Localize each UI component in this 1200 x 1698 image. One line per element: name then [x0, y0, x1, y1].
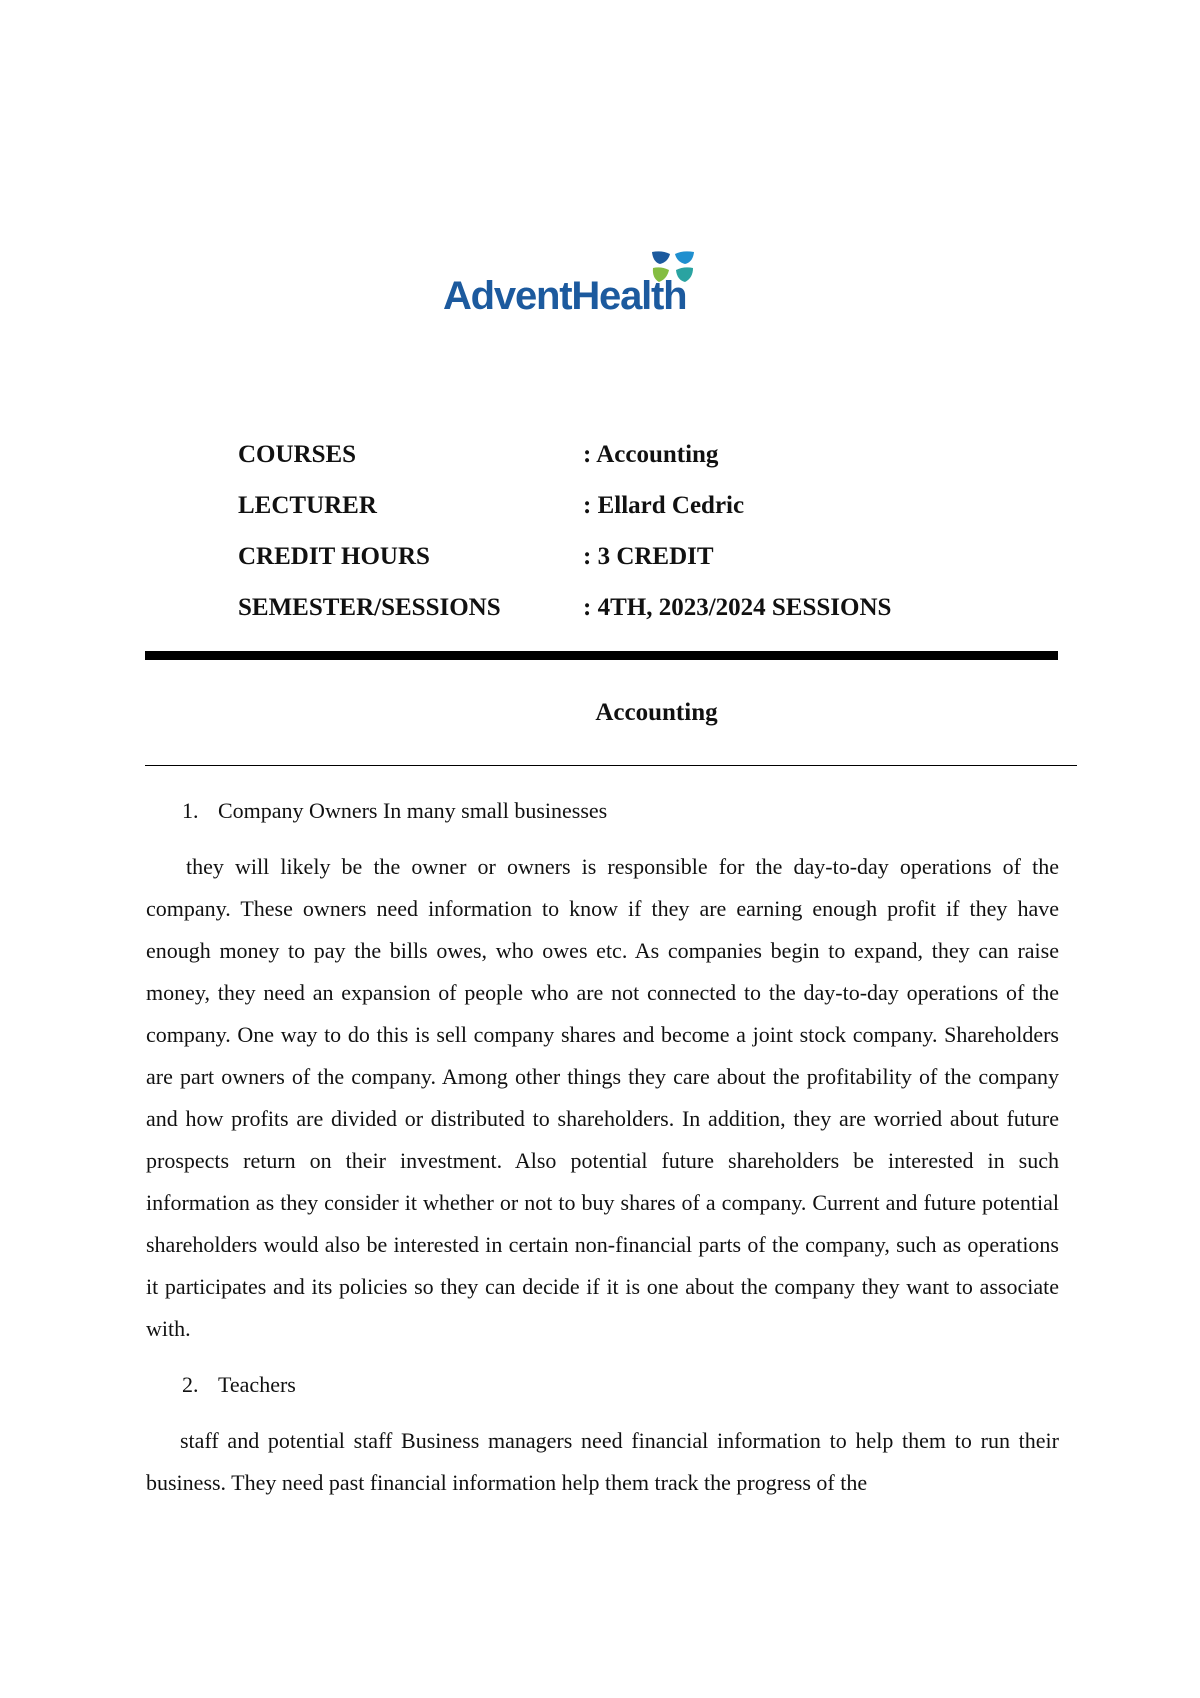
thick-divider: [145, 651, 1058, 660]
info-value: : 4TH, 2023/2024 SESSIONS: [583, 594, 892, 621]
thin-divider: [145, 765, 1077, 766]
section-paragraph: they will likely be the owner or owners is responsible for the day-to-day operations of the company. These owners need information to know if they are earning enough profit if they have enough money to pay the bills owes, who owes etc. As companies begin to expand, they can raise money, they need an expansion of people who are not connected to the day-to-day operations of the company. One way to do this is sell company shares and become a joint stock company. Shareholders are part owners of the company. Among other things they care about the profitability of the company and how profits are divided or distributed to shareholders. In addition, they are worried about future prospects return on their investment. Also potential future shareholders be interested in such information as they consider it whether or not to buy shares of a company. Current and future potential shareholders would also be interested in certain non-financial parts of the company, such as operations it participates and its policies so they can decide if it is one about the company they want to associate with.: [146, 854, 1059, 1341]
section-paragraph: staff and potential staff Business managers need financial information to help them to run their business. They need past financial information help them track the progress of the: [146, 1428, 1059, 1495]
info-label: CREDIT HOURS: [238, 543, 430, 570]
info-label: SEMESTER/SESSIONS: [238, 594, 501, 621]
section-number: 1.: [182, 798, 199, 823]
section-title: Company Owners In many small businesses: [218, 798, 608, 823]
info-value: : Accounting: [583, 441, 719, 468]
info-label: LECTURER: [238, 492, 377, 519]
logo-mark-top-left: [652, 251, 670, 264]
document-title: Accounting: [595, 699, 718, 726]
section-title: Teachers: [218, 1372, 296, 1397]
info-row-courses: [238, 438, 1038, 489]
info-label: COURSES: [238, 441, 357, 468]
document-body: [146, 790, 1059, 1518]
info-row-lecturer: [238, 489, 1038, 540]
logo-wordmark: AdventHealth: [443, 274, 687, 318]
info-value: : 3 CREDIT: [583, 543, 714, 570]
section-heading: [146, 790, 1059, 832]
section-number: 2.: [182, 1372, 199, 1397]
logo-mark-top-right: [675, 251, 694, 264]
advent-health-logo: [443, 250, 773, 322]
info-row-semester: [238, 591, 1038, 642]
section-heading: [146, 1364, 1059, 1406]
course-info: [238, 438, 1038, 642]
info-row-credit-hours: [238, 540, 1038, 591]
info-value: : Ellard Cedric: [583, 492, 745, 519]
